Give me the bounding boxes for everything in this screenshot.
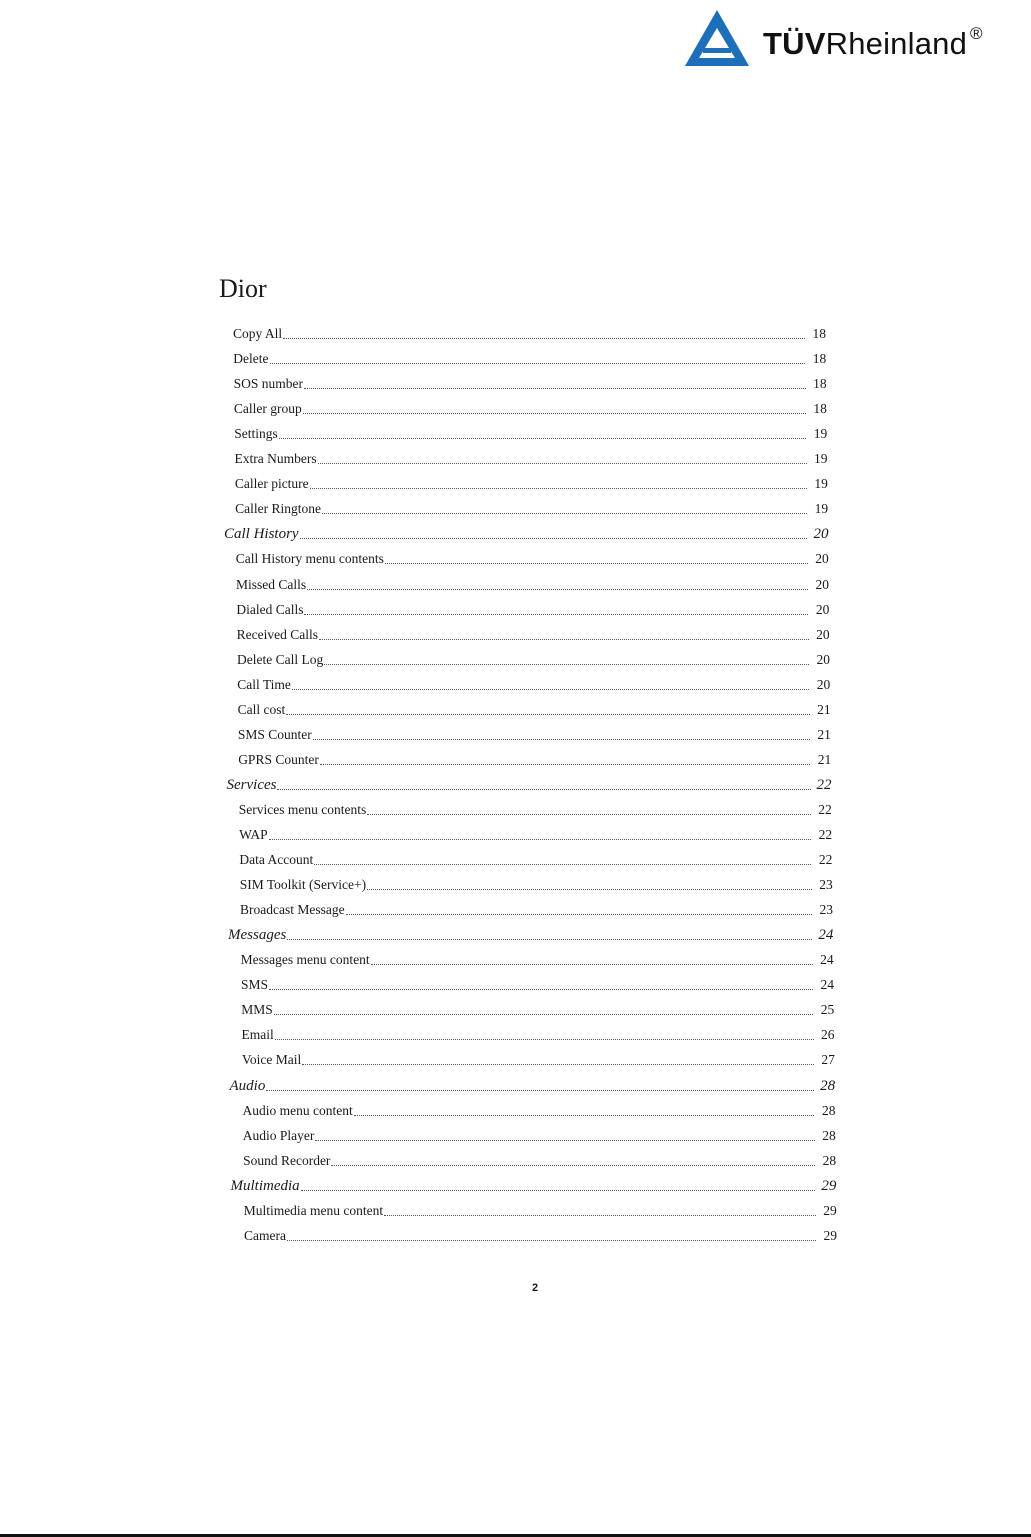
toc-entry-label: Data Account: [239, 852, 314, 868]
toc-entry-page: 21: [817, 701, 831, 717]
toc-entry-page: 19: [813, 426, 828, 442]
toc-entry[interactable]: [234, 421, 827, 443]
toc-entry-page: 20: [816, 626, 830, 642]
dot-leader: [367, 888, 812, 890]
dot-leader: [314, 863, 811, 865]
page-number: 2: [531, 1282, 539, 1294]
toc-entry[interactable]: [244, 1223, 837, 1245]
toc-entry-page: 20: [816, 651, 830, 667]
dot-leader: [283, 337, 805, 339]
toc-entry-page: 28: [822, 1127, 836, 1143]
toc-entry[interactable]: [237, 672, 830, 694]
toc-entry-page: 22: [816, 776, 832, 793]
toc-section-entry[interactable]: [224, 521, 828, 543]
toc-entry-page: 28: [822, 1152, 837, 1168]
toc-entry[interactable]: [242, 1022, 835, 1044]
toc-entry[interactable]: [241, 947, 834, 969]
toc-entry-page: 21: [817, 751, 832, 767]
toc-entry-page: 26: [821, 1027, 835, 1043]
toc-entry-label: Missed Calls: [236, 576, 307, 592]
dot-leader: [304, 613, 808, 615]
toc-entry-label: SMS Counter: [237, 726, 312, 742]
dot-leader: [384, 1214, 816, 1216]
toc-entry-page: 22: [818, 852, 833, 868]
toc-entry-label: Call History menu contents: [235, 551, 384, 567]
toc-entry[interactable]: [238, 697, 831, 719]
toc-entry-label: Settings: [234, 426, 278, 442]
toc-entry-page: 18: [812, 326, 826, 341]
dot-leader: [277, 788, 810, 790]
dot-leader: [331, 1164, 815, 1166]
toc-entry-page: 19: [814, 501, 829, 517]
toc-entry-page: 19: [814, 476, 828, 492]
toc-entry[interactable]: [237, 622, 830, 644]
dot-leader: [274, 1013, 813, 1015]
toc-entry-label: SMS: [240, 977, 268, 993]
toc-entry-label: Call History: [224, 526, 299, 543]
toc-entry-label: Sound Recorder: [243, 1152, 331, 1168]
toc-entry[interactable]: [235, 496, 828, 518]
toc-entry-label: Multimedia: [230, 1177, 300, 1194]
toc-entry[interactable]: [233, 346, 826, 368]
dot-leader: [292, 688, 809, 690]
toc-entry-label: Messages: [228, 927, 287, 944]
toc-entry[interactable]: [235, 446, 828, 468]
toc-entry-page: 18: [813, 401, 827, 417]
dot-leader: [324, 663, 809, 665]
dot-leader: [301, 1189, 816, 1191]
dot-leader: [266, 1089, 814, 1091]
dot-leader: [313, 738, 810, 740]
toc-entry-label: Email: [241, 1027, 274, 1043]
dot-leader: [319, 638, 809, 640]
toc-entry-label: SIM Toolkit (Service+): [239, 877, 367, 893]
dot-leader: [371, 963, 813, 965]
toc-section-entry[interactable]: [230, 1073, 836, 1095]
toc-entry-label: WAP: [239, 827, 268, 842]
toc-entry-label: Services: [226, 776, 277, 793]
toc-entry-label: Dialed Calls: [236, 601, 304, 617]
toc-entry-label: Call cost: [237, 701, 286, 717]
toc-entry-page: 19: [814, 451, 828, 467]
toc-entry-label: Copy All: [233, 326, 283, 341]
toc-entry[interactable]: [242, 1047, 835, 1069]
toc-entry[interactable]: [236, 572, 829, 594]
toc-entry[interactable]: [239, 822, 832, 844]
toc-entry-page: 22: [818, 827, 833, 842]
toc-entry[interactable]: [239, 797, 832, 819]
toc-entry-label: Multimedia menu content: [243, 1202, 384, 1218]
dot-leader: [310, 487, 807, 489]
toc-entry-page: 28: [820, 1077, 836, 1094]
toc-entry-page: 18: [812, 351, 827, 367]
toc-entry-page: 25: [820, 1002, 835, 1018]
dot-leader: [303, 412, 806, 414]
dot-leader: [304, 387, 806, 389]
toc-entry-label: SOS number: [233, 376, 303, 392]
toc-entry-label: MMS: [241, 1002, 273, 1018]
dot-leader: [367, 813, 811, 815]
toc-entry-page: 29: [823, 1202, 837, 1218]
toc-entry-label: Audio: [229, 1077, 266, 1094]
toc-entry[interactable]: [235, 471, 828, 493]
dot-leader: [354, 1114, 815, 1116]
toc-entry[interactable]: [239, 847, 832, 869]
toc-entry-label: Services menu contents: [238, 801, 367, 817]
toc-entry-label: Camera: [244, 1227, 286, 1243]
toc-entry-label: Broadcast Message: [240, 902, 345, 918]
dot-leader: [270, 362, 806, 364]
toc-entry-page: 21: [817, 726, 831, 742]
toc-entry[interactable]: [243, 1123, 836, 1145]
toc-entry-page: 20: [813, 526, 829, 543]
toc-entry[interactable]: [236, 546, 829, 568]
dot-leader: [286, 713, 809, 715]
toc-entry-label: Received Calls: [236, 626, 319, 642]
toc-entry-page: 20: [815, 551, 829, 567]
logo-wordmark: TÜVRheinland ®: [763, 24, 983, 61]
toc-entry-label: Extra Numbers: [234, 451, 317, 467]
dot-leader: [300, 537, 808, 539]
toc-entry[interactable]: [237, 647, 830, 669]
toc-entry-label: Caller group: [233, 401, 302, 417]
toc-entry-page: 23: [819, 902, 834, 918]
dot-leader: [346, 913, 812, 915]
toc-entry[interactable]: [240, 872, 833, 894]
dot-leader: [320, 763, 810, 765]
toc-entry[interactable]: [234, 371, 827, 393]
toc-entry-page: 29: [821, 1177, 837, 1194]
toc-entry[interactable]: [244, 1198, 837, 1220]
toc-entry-label: Caller Ringtone: [235, 501, 321, 517]
dot-leader: [385, 562, 808, 564]
dot-leader: [307, 588, 808, 590]
document-title: Dior: [219, 274, 267, 303]
toc-entry[interactable]: [238, 722, 831, 744]
toc-entry-label: Caller picture: [234, 476, 309, 492]
toc-entry-page: 27: [821, 1052, 835, 1068]
toc-entry-page: 28: [821, 1102, 836, 1118]
toc-entry-label: Audio Player: [242, 1127, 315, 1143]
toc-entry-label: Delete Call Log: [236, 651, 324, 667]
toc-entry[interactable]: [241, 972, 834, 994]
toc-entry-page: 24: [818, 927, 834, 944]
toc-entry[interactable]: [238, 747, 831, 769]
toc-entry-page: 20: [815, 576, 830, 592]
dot-leader: [269, 988, 813, 990]
toc-entry-label: Audio menu content: [242, 1102, 353, 1118]
dot-leader: [302, 1063, 814, 1065]
toc-entry-page: 24: [820, 977, 834, 993]
dot-leader: [315, 1139, 814, 1141]
toc-entry-page: 20: [815, 601, 830, 617]
toc-entry[interactable]: [236, 597, 829, 619]
dot-leader: [275, 1038, 814, 1040]
toc-entry-page: 22: [818, 801, 832, 817]
toc-entry[interactable]: [242, 1098, 835, 1120]
toc-entry-page: 23: [819, 877, 833, 893]
toc-section-entry[interactable]: [231, 1173, 837, 1195]
dot-leader: [287, 938, 812, 940]
toc-section-entry[interactable]: [228, 922, 833, 944]
toc-entry-label: Delete: [233, 351, 269, 367]
toc-entry[interactable]: [233, 321, 826, 343]
toc-entry[interactable]: [243, 1148, 836, 1170]
toc-section-entry[interactable]: [227, 772, 832, 794]
dot-leader: [318, 462, 807, 464]
toc-entry-page: 29: [823, 1227, 837, 1243]
toc-entry-page: 24: [820, 952, 834, 968]
toc-entry-page: 18: [813, 376, 827, 392]
toc-entry[interactable]: [234, 396, 827, 418]
dot-leader: [287, 1239, 816, 1241]
dot-leader: [279, 437, 806, 439]
toc-entry[interactable]: [240, 897, 833, 919]
dot-leader: [269, 838, 811, 840]
toc-entry-label: GPRS Counter: [238, 751, 319, 767]
toc-entry-page: 20: [816, 676, 831, 692]
dot-leader: [322, 512, 807, 514]
toc-entry-label: Call Time: [237, 676, 291, 692]
toc-entry-label: Voice Mail: [241, 1052, 302, 1068]
toc-entry[interactable]: [241, 997, 834, 1019]
toc-entry-label: Messages menu content: [240, 952, 370, 968]
